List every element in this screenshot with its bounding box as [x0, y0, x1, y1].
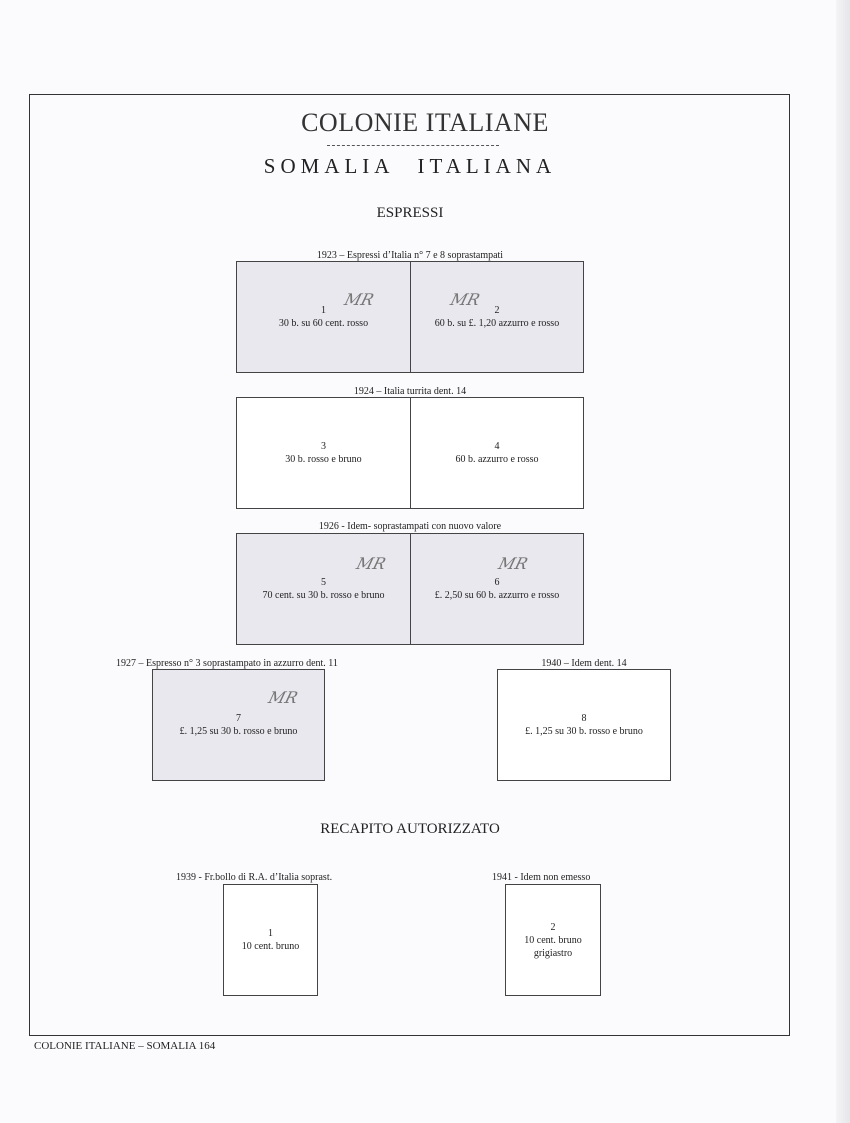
stamp-single-1941: [505, 884, 601, 996]
stamp-pair-1926: [236, 533, 584, 645]
stamp-description: 30 b. su 60 cent. rosso: [278, 318, 369, 329]
title-divider: [327, 145, 499, 146]
group-caption-1926: 1926 - Idem- soprastampati con nuovo valore: [318, 521, 502, 532]
stamp-number: 6: [494, 577, 500, 588]
stamp-number: 2: [494, 305, 500, 316]
stamp-single-1940: [497, 669, 671, 781]
group-caption-1927: 1927 – Espresso n° 3 soprastampato in azzurro dent. 11: [116, 658, 338, 669]
stamp-description: 60 b. su £. 1,20 azzurro e rosso: [434, 318, 560, 329]
handwritten-mark: MR: [448, 290, 482, 309]
stamp-description: 70 cent. su 30 b. rosso e bruno: [262, 590, 385, 601]
stamp-description-line2: grigiastro: [533, 947, 573, 959]
stamp-number: 1: [321, 305, 326, 316]
stamp-number: 2: [550, 921, 556, 933]
section-title-recapito: RECAPITO AUTORIZZATO: [320, 821, 500, 837]
group-caption-1923: 1923 – Espressi d’Italia n° 7 e 8 soprastampati: [316, 250, 504, 261]
stamp-slot-4: [411, 398, 583, 508]
page-footer: COLONIE ITALIANE – SOMALIA 164: [34, 1040, 216, 1052]
handwritten-mark: MR: [266, 688, 300, 707]
group-caption-1940: 1940 – Idem dent. 14: [541, 658, 627, 669]
group-caption-1939: 1939 - Fr.bollo di R.A. d’Italia soprast.: [176, 872, 333, 883]
stamp-single-1927: [152, 669, 325, 781]
stamp-slot-5: [237, 534, 410, 644]
stamp-pair-1924: [236, 397, 584, 509]
stamp-slot-r2: [506, 885, 600, 995]
stamp-description: £. 1,25 su 30 b. rosso e bruno: [525, 726, 643, 737]
stamp-slot-3: [237, 398, 410, 508]
group-caption-1924: 1924 – Italia turrita dent. 14: [353, 386, 467, 397]
stamp-slot-2: [411, 262, 583, 372]
stamp-pair-1923: [236, 261, 584, 373]
stamp-description: £. 1,25 su 30 b. rosso e bruno: [179, 726, 298, 737]
stamp-description: 10 cent. bruno: [524, 934, 582, 946]
handwritten-mark: MR: [496, 554, 530, 573]
stamp-number: 8: [581, 713, 587, 724]
stamp-slot-7: [153, 670, 324, 780]
stamp-number: 3: [321, 441, 326, 452]
stamp-single-1939: [223, 884, 318, 996]
group-caption-1941: 1941 - Idem non emesso: [492, 872, 591, 883]
stamp-slot-6: [411, 534, 583, 644]
handwritten-mark: MR: [342, 290, 376, 309]
stamp-number: 5: [321, 577, 326, 588]
stamp-number: 7: [236, 713, 241, 724]
stamp-slot-r1: [224, 885, 317, 995]
section-title-espressi: ESPRESSI: [376, 205, 444, 221]
stamp-number: 1: [268, 928, 273, 939]
stamp-description: 30 b. rosso e bruno: [285, 454, 362, 465]
page-edge-shadow: [836, 0, 850, 1123]
stamp-description: £. 2,50 su 60 b. azzurro e rosso: [434, 590, 560, 601]
page-title: COLONIE ITALIANE: [301, 108, 549, 137]
stamp-slot-8: [498, 670, 670, 780]
stamp-slot-1: [237, 262, 410, 372]
stamp-description: 10 cent. bruno: [241, 941, 300, 952]
page-subtitle: SOMALIA ITALIANA: [263, 154, 557, 178]
stamp-description: 60 b. azzurro e rosso: [455, 454, 539, 465]
stamp-number: 4: [494, 441, 500, 452]
handwritten-mark: MR: [354, 554, 388, 573]
